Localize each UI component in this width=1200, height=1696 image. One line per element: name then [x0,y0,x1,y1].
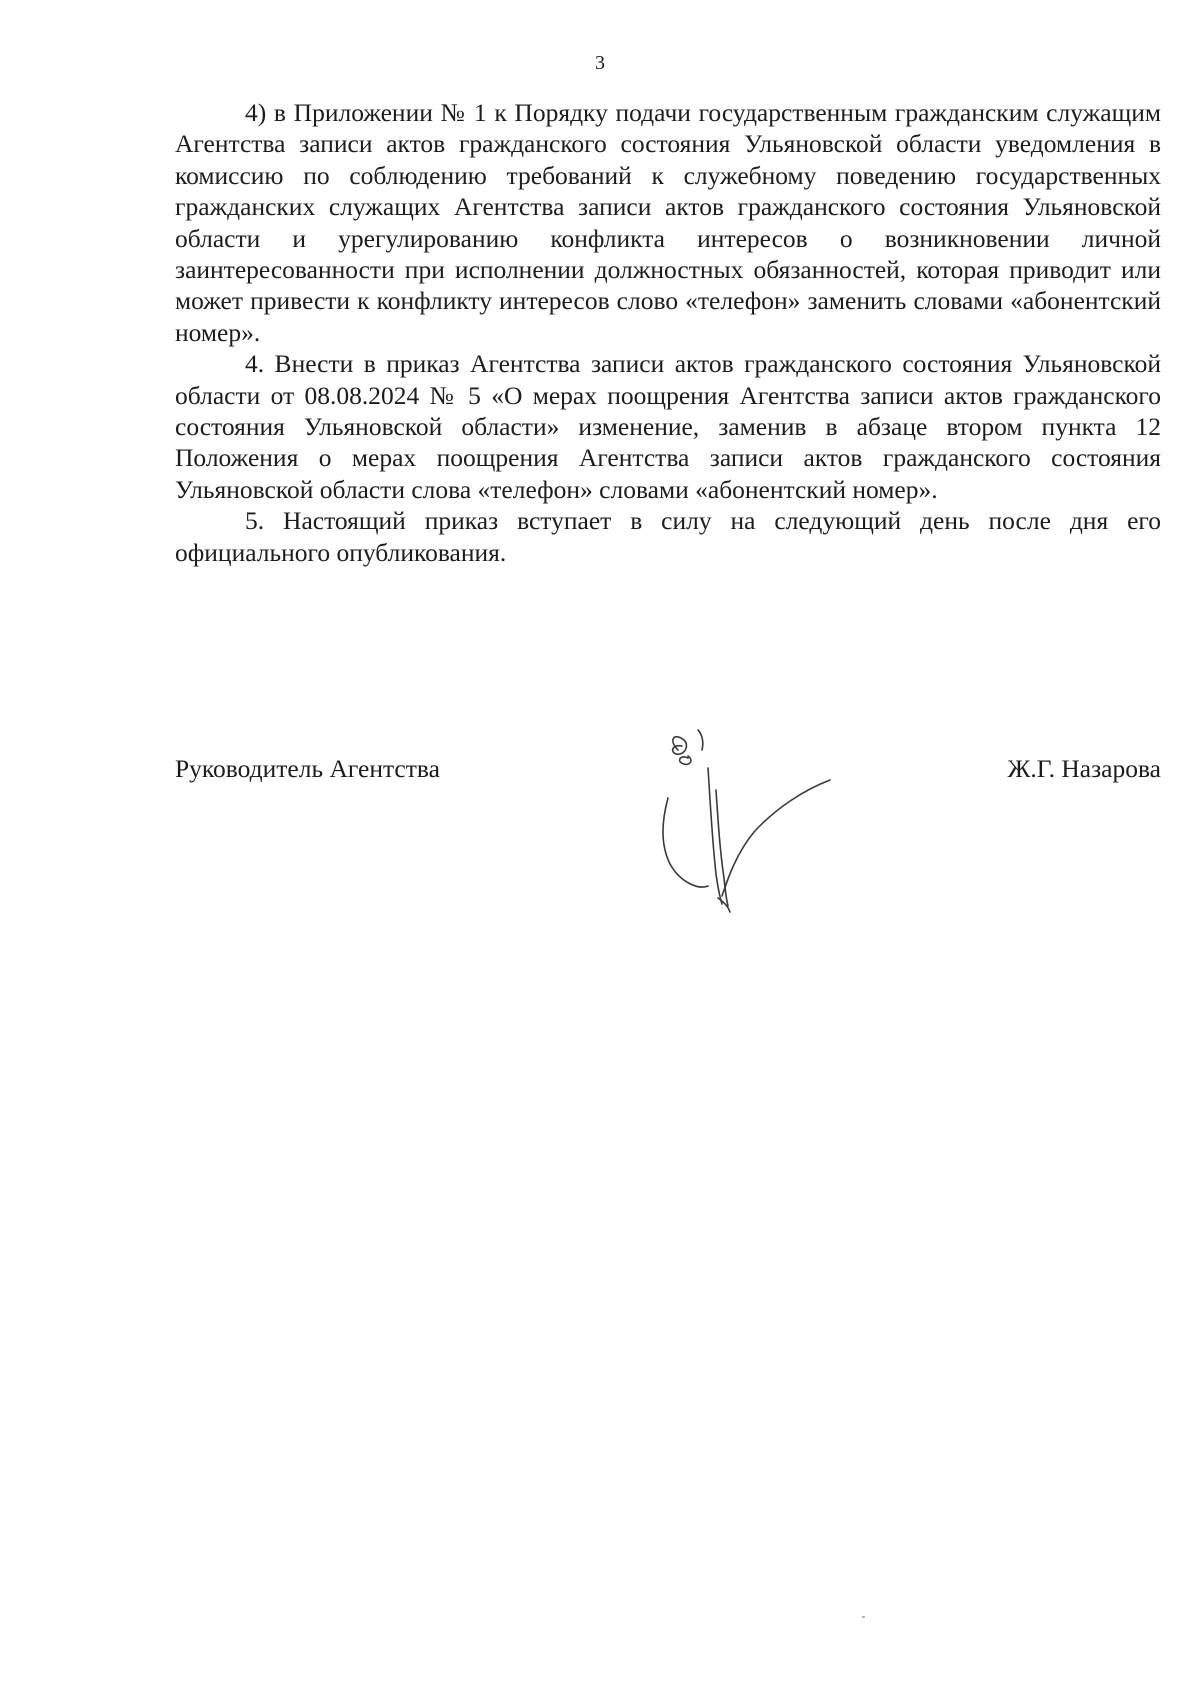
page-number: 3 [595,52,605,74]
signatory-title: Руководитель Агентства [175,754,440,783]
paragraph-item-4-subpoint: 4) в Приложении № 1 к Порядку подачи государственным гражданским служащим Агентства записи актов гражданского состояния Ульяновской области уведомления в комиссию по соблюдению требований к служебному поведению государственных гражданских служащих Агентства записи актов гражданского состояния Ульяновской области и урегулированию конфликта интересов о возникновении личной заинтересованности при исполнении должностных обязанностей, которая приводит или может привести к конфликту интересов слово «телефон» заменить словами «абонентский номер». [175,98,1161,347]
scan-artifact [862,1616,865,1618]
paragraph-item-5: 5. Настоящий приказ вступает в силу на следующий день после дня его официального опубликования. [175,506,1161,567]
handwritten-signature [658,728,850,914]
paragraph-item-4: 4. Внести в приказ Агентства записи актов гражданского состояния Ульяновской области от 08.08.2024 № 5 «О мерах поощрения Агентства записи актов гражданского состояния Ульяновской области» изменение, заменив в абзаце втором пункта 12 Положения о мерах поощрения Агентства записи актов гражданского состояния Ульяновской области слова «телефон» словами «абонентский номер». [175,349,1161,504]
document-body [175,97,1161,568]
signatory-name: Ж.Г. Назарова [1007,754,1161,783]
